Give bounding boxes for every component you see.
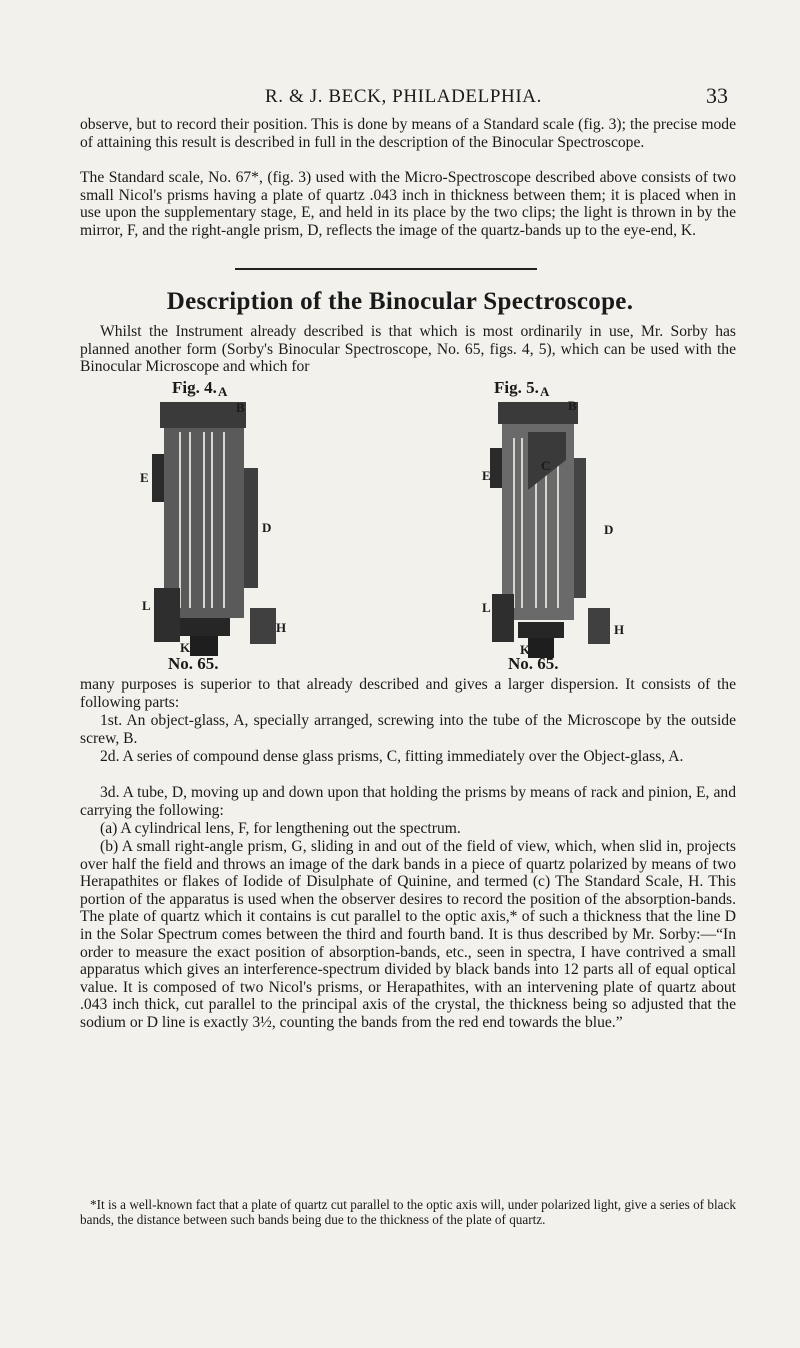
part-3b: (b) A small right-angle prism, G, sliding in and out of the field of view, which, when slid in, projects over half the field and throws an image of the dark bands in a piece of quartz polarized by means of two Herapathites or flakes of Iodide of Disulphate of Quinine, and termed (c) The Standard Scale, H. This portion of the apparatus is used when the observer desires to record the position of the absorption-bands. The plate of quartz which it contains is cut parallel to the optic axis,* of such a thickness that the line D in the Solar Spectrum comes between the third and fourth band. It is thus described by Mr. Sorby:—“In order to measure the exact position of absorption-bands, etc., seen in spectra, I have contrived a small apparatus which gives an interference-spectrum divided by black bands into 12 parts all of equal optical value. It is composed of two Nicol's prisms, or Herapathites, with an intervening plate of quartz about .043 inch thick, cut parallel to the principal axis of the crystal, the thickness being so adjusted that the sodium or D line is exactly 3½, counting the bands from the red end towards the blue.” (80, 838, 736, 1031)
fig5-label-c: C (541, 458, 551, 473)
fig4-label-e: E (140, 470, 149, 485)
standard-scale-paragraph: The Standard scale, No. 67*, (fig. 3) used with the Micro-Spectroscope described above consists of two small Nicol's prisms having a plate of quartz .043 inch in thickness between them; it is placed when in use upon the supplementary stage, E, and held in its place by the two clips; the light is thrown in by the mirror, F, and the right-angle prism, D, reflects the image of the quartz-bands up to the eye-end, K. (80, 169, 736, 239)
fig4-label-l: L (142, 598, 151, 613)
running-head (0, 83, 800, 112)
part-2: 2d. A series of compound dense glass prisms, C, fitting immediately over the Object-glass, A. (100, 748, 684, 765)
section-divider (235, 268, 537, 270)
fig5-caption: Fig. 5. (494, 378, 539, 397)
section-intro-paragraph: Whilst the Instrument already described is that which is most ordinarily in use, Mr. Sorby has planned another form (Sorby's Binocular Spectroscope, No. 65, figs. 4, 5), which can be used with the Binocular Microscope and which for (80, 323, 736, 376)
fig4-label-d: D (262, 520, 272, 535)
after-figures-paragraph: many purposes is superior to that already described and gives a larger dispersion. It consists of the following parts: (80, 676, 736, 711)
fig4-label-k: K (180, 640, 191, 655)
fig4-caption: Fig. 4. (172, 378, 217, 397)
footnote: *It is a well-known fact that a plate of quartz cut parallel to the optic axis will, under polarized light, give a series of black bands, the distance between such bands being due to the thickness of the plate of quartz. (80, 1197, 736, 1227)
fig4-label-a: A (218, 384, 228, 399)
fig4-label-b: B (236, 400, 245, 415)
page-number: 33 (706, 83, 728, 108)
fig5-label-b: B (568, 398, 577, 413)
fig5-label-h: H (614, 622, 625, 637)
fig5-label-a: A (540, 384, 550, 399)
part-1: 1st. An object-glass, A, specially arranged, screwing into the tube of the Microscope by the outside screw, B. (80, 712, 736, 747)
running-title: R. & J. BECK, PHILADELPHIA. (265, 86, 542, 107)
fig5-label-l: L (482, 600, 491, 615)
fig5-label-k: K (520, 642, 531, 657)
section-heading: Description of the Binocular Spectroscope. (166, 288, 634, 315)
fig5-label-e: E (482, 468, 491, 483)
part-3a: (a) A cylindrical lens, F, for lengthening out the spectrum. (100, 820, 461, 837)
intro-paragraph: observe, but to record their position. This is done by means of a Standard scale (fig. 3); the precise mode of attaining this result is described in full in the description of the Binocular Spectroscope. (80, 116, 736, 151)
fig5-illustration (488, 398, 623, 662)
fig4-label-h: H (276, 620, 287, 635)
fig5-label-d: D (604, 522, 614, 537)
fig5-number: No. 65. (508, 654, 559, 673)
fig4-number: No. 65. (168, 654, 219, 673)
part-3: 3d. A tube, D, moving up and down upon that holding the prisms by means of rack and pinion, E, and carrying the following: (80, 784, 736, 819)
